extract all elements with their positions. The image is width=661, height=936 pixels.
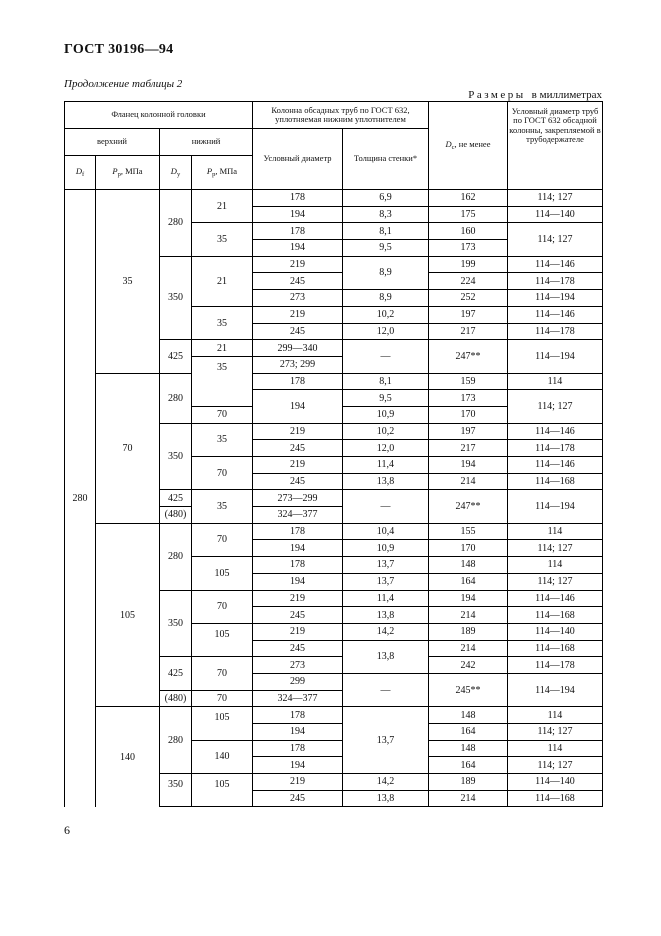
cond-diameter-cell: 219 [253, 623, 343, 640]
hanger-diameter-cell: 114; 127 [508, 757, 603, 774]
header-df: $D_f$ [65, 156, 96, 190]
dy-cell: 350 [160, 256, 192, 339]
dc-cell: 214 [429, 640, 508, 657]
cond-diameter-cell: 273—299 [253, 490, 343, 507]
hanger-diameter-cell: 114; 127 [508, 724, 603, 741]
dc-cell: 214 [429, 607, 508, 624]
wall-thickness-cell: 13,8 [343, 607, 429, 624]
page-number: 6 [64, 823, 70, 837]
cond-diameter-cell: 324—377 [253, 690, 343, 707]
dy-cell: (480) [160, 507, 192, 524]
wall-thickness-cell: 6,9 [343, 190, 429, 207]
cond-diameter-cell: 178 [253, 190, 343, 207]
cond-diameter-cell: 194 [253, 240, 343, 257]
dy-cell: 350 [160, 774, 192, 807]
wall-thickness-cell: 12,0 [343, 440, 429, 457]
hanger-diameter-cell: 114; 127 [508, 573, 603, 590]
units-label: Размеры [468, 89, 526, 101]
cond-diameter-cell: 219 [253, 256, 343, 273]
dy-cell: 350 [160, 590, 192, 657]
hanger-diameter-cell: 114—194 [508, 673, 603, 706]
cond-diameter-cell: 194 [253, 724, 343, 741]
header-conditional-diameter: Условный диаметр [253, 129, 343, 190]
hanger-diameter-cell: 114; 127 [508, 223, 603, 256]
hanger-diameter-cell: 114—178 [508, 440, 603, 457]
dimensions-table [64, 101, 603, 807]
hanger-diameter-cell: 114—140 [508, 774, 603, 791]
dc-cell: 173 [429, 390, 508, 407]
dc-cell: 189 [429, 623, 508, 640]
dy-cell: 425 [160, 490, 192, 507]
dc-cell: 194 [429, 590, 508, 607]
cond-diameter-cell: 299 [253, 673, 343, 690]
pp-upper-cell: 105 [96, 523, 160, 707]
hanger-diameter-cell: 114—178 [508, 657, 603, 674]
wall-thickness-cell: 14,2 [343, 623, 429, 640]
hanger-diameter-cell: 114—178 [508, 323, 603, 340]
header-upper: верхний [65, 129, 160, 156]
hanger-diameter-cell: 114—168 [508, 790, 603, 807]
cond-diameter-cell: 178 [253, 523, 343, 540]
cond-diameter-cell: 219 [253, 774, 343, 791]
cond-diameter-cell: 194 [253, 390, 343, 423]
cond-diameter-cell: 178 [253, 223, 343, 240]
dc-cell: 245** [429, 673, 508, 706]
wall-thickness-cell: 8,9 [343, 256, 429, 289]
table-row [65, 190, 603, 207]
cond-diameter-cell: 194 [253, 206, 343, 223]
hanger-diameter-cell: 114—146 [508, 590, 603, 607]
cond-diameter-cell: 219 [253, 423, 343, 440]
wall-thickness-cell: 13,8 [343, 640, 429, 673]
dc-cell: 214 [429, 473, 508, 490]
hanger-diameter-cell: 114—146 [508, 423, 603, 440]
pp-lower-cell: 21 [192, 256, 253, 306]
dc-cell: 242 [429, 657, 508, 674]
cond-diameter-cell: 245 [253, 607, 343, 624]
pp-lower-cell: 105 [192, 774, 253, 807]
header-hanger-diameter: Условный диаметр труб по ГОСТ 632 обсадной колонны, закрепляемой в трубодержателе [508, 102, 603, 190]
hanger-diameter-cell: 114—168 [508, 607, 603, 624]
pp-lower-cell: 35 [192, 423, 253, 456]
dc-cell: 217 [429, 323, 508, 340]
document-code: ГОСТ 30196—94 [64, 42, 174, 57]
cond-diameter-cell: 219 [253, 457, 343, 474]
dy-cell: (480) [160, 690, 192, 707]
pp-lower-cell: 35 [192, 306, 253, 339]
wall-thickness-cell: 10,4 [343, 523, 429, 540]
cond-diameter-cell: 219 [253, 306, 343, 323]
pp-lower-cell: 35 [192, 223, 253, 256]
pp-lower-cell: 35 [192, 356, 253, 406]
hanger-diameter-cell: 114 [508, 373, 603, 390]
wall-thickness-cell: — [343, 340, 429, 373]
hanger-diameter-cell: 114; 127 [508, 540, 603, 557]
dc-cell: 175 [429, 206, 508, 223]
dc-cell: 170 [429, 406, 508, 423]
wall-thickness-cell: 13,8 [343, 790, 429, 807]
dc-cell: 224 [429, 273, 508, 290]
cond-diameter-cell: 194 [253, 573, 343, 590]
pp-upper-cell: 35 [96, 190, 160, 374]
dy-cell: 280 [160, 707, 192, 774]
pp-lower-cell: 140 [192, 740, 253, 773]
wall-thickness-cell: 8,9 [343, 290, 429, 307]
dy-cell: 425 [160, 340, 192, 373]
dc-cell: 160 [429, 223, 508, 240]
hanger-diameter-cell: 114—194 [508, 340, 603, 373]
wall-thickness-cell: 8,1 [343, 223, 429, 240]
hanger-diameter-cell: 114—168 [508, 640, 603, 657]
table-row [65, 523, 603, 540]
wall-thickness-cell: 10,9 [343, 540, 429, 557]
cond-diameter-cell: 178 [253, 707, 343, 724]
cond-diameter-cell: 273; 299 [253, 356, 343, 373]
header-pp-upper: $P_p$, МПа [96, 156, 160, 190]
pp-lower-cell: 70 [192, 590, 253, 623]
pp-lower-cell: 70 [192, 690, 253, 707]
dc-cell: 170 [429, 540, 508, 557]
pp-lower-cell: 105 [192, 623, 253, 656]
header-wall-thickness: Толщина стенки* [343, 129, 429, 190]
pp-lower-cell: 21 [192, 190, 253, 223]
pp-lower-cell: 105 [192, 707, 253, 740]
wall-thickness-cell: 11,4 [343, 457, 429, 474]
hanger-diameter-cell: 114; 127 [508, 390, 603, 423]
wall-thickness-cell: 8,3 [343, 206, 429, 223]
pp-upper-cell: 70 [96, 373, 160, 523]
dy-cell: 280 [160, 523, 192, 590]
dc-cell: 197 [429, 306, 508, 323]
wall-thickness-cell: 14,2 [343, 774, 429, 791]
wall-thickness-cell: — [343, 490, 429, 523]
hanger-diameter-cell: 114—194 [508, 490, 603, 523]
hanger-diameter-cell: 114 [508, 557, 603, 574]
wall-thickness-cell: 10,9 [343, 406, 429, 423]
hanger-diameter-cell: 114 [508, 523, 603, 540]
header-flange: Фланец колонной головки [65, 102, 253, 129]
pp-lower-cell: 70 [192, 657, 253, 690]
hanger-diameter-cell: 114—146 [508, 306, 603, 323]
table-continuation-note: Продолжение таблицы 2 [64, 78, 183, 90]
pp-lower-cell: 21 [192, 340, 253, 357]
hanger-diameter-cell: 114—194 [508, 290, 603, 307]
dc-cell: 164 [429, 724, 508, 741]
hanger-diameter-cell: 114 [508, 740, 603, 757]
wall-thickness-cell: 13,7 [343, 557, 429, 574]
table-row [65, 707, 603, 724]
dc-cell: 155 [429, 523, 508, 540]
cond-diameter-cell: 245 [253, 440, 343, 457]
cond-diameter-cell: 273 [253, 657, 343, 674]
cond-diameter-cell: 178 [253, 557, 343, 574]
hanger-diameter-cell: 114—146 [508, 256, 603, 273]
wall-thickness-cell: 13,8 [343, 473, 429, 490]
cond-diameter-cell: 219 [253, 590, 343, 607]
wall-thickness-cell: 13,7 [343, 573, 429, 590]
dy-cell: 280 [160, 373, 192, 423]
hanger-diameter-cell: 114—140 [508, 623, 603, 640]
dy-cell: 280 [160, 190, 192, 257]
dc-cell: 148 [429, 707, 508, 724]
dy-cell: 350 [160, 423, 192, 490]
pp-lower-cell: 70 [192, 406, 253, 423]
header-casing: Колонна обсадных труб по ГОСТ 632, уплотняемая нижним уплотнителем [253, 102, 429, 129]
dc-cell: 197 [429, 423, 508, 440]
cond-diameter-cell: 178 [253, 373, 343, 390]
table-row [65, 373, 603, 390]
cond-diameter-cell: 324—377 [253, 507, 343, 524]
units-value: в миллиметрах [531, 89, 602, 101]
cond-diameter-cell: 194 [253, 757, 343, 774]
hanger-diameter-cell: 114—146 [508, 457, 603, 474]
cond-diameter-cell: 178 [253, 740, 343, 757]
dc-cell: 217 [429, 440, 508, 457]
df-cell: 280 [65, 190, 96, 807]
cond-diameter-cell: 299—340 [253, 340, 343, 357]
dc-cell: 247** [429, 490, 508, 523]
header-pp-lower: $P_p$, МПа [192, 156, 253, 190]
hanger-diameter-cell: 114—168 [508, 473, 603, 490]
cond-diameter-cell: 245 [253, 273, 343, 290]
header-lower: нижний [160, 129, 253, 156]
cond-diameter-cell: 245 [253, 473, 343, 490]
dc-cell: 148 [429, 740, 508, 757]
hanger-diameter-cell: 114—140 [508, 206, 603, 223]
dc-cell: 199 [429, 256, 508, 273]
wall-thickness-cell: 10,2 [343, 306, 429, 323]
hanger-diameter-cell: 114—178 [508, 273, 603, 290]
header-dy: $D_y$ [160, 156, 192, 190]
pp-lower-cell: 35 [192, 490, 253, 523]
dy-cell: 425 [160, 657, 192, 690]
cond-diameter-cell: 245 [253, 790, 343, 807]
wall-thickness-cell: 9,5 [343, 240, 429, 257]
dc-cell: 162 [429, 190, 508, 207]
dc-cell: 194 [429, 457, 508, 474]
dc-cell: 173 [429, 240, 508, 257]
dc-cell: 164 [429, 757, 508, 774]
wall-thickness-cell: 13,7 [343, 707, 429, 774]
wall-thickness-cell: 12,0 [343, 323, 429, 340]
dc-cell: 252 [429, 290, 508, 307]
wall-thickness-cell: 10,2 [343, 423, 429, 440]
dc-cell: 148 [429, 557, 508, 574]
dc-cell: 189 [429, 774, 508, 791]
header-dc: $D_c$, не менее [429, 102, 508, 190]
wall-thickness-cell: — [343, 673, 429, 706]
wall-thickness-cell: 11,4 [343, 590, 429, 607]
dc-cell: 164 [429, 573, 508, 590]
dc-cell: 247** [429, 340, 508, 373]
cond-diameter-cell: 245 [253, 640, 343, 657]
pp-lower-cell: 70 [192, 457, 253, 490]
pp-lower-cell: 70 [192, 523, 253, 556]
cond-diameter-cell: 194 [253, 540, 343, 557]
wall-thickness-cell: 8,1 [343, 373, 429, 390]
cond-diameter-cell: 273 [253, 290, 343, 307]
dc-cell: 214 [429, 790, 508, 807]
hanger-diameter-cell: 114 [508, 707, 603, 724]
units-note [468, 89, 602, 101]
dc-cell: 159 [429, 373, 508, 390]
pp-lower-cell: 105 [192, 557, 253, 590]
hanger-diameter-cell: 114; 127 [508, 190, 603, 207]
pp-upper-cell: 140 [96, 707, 160, 807]
cond-diameter-cell: 245 [253, 323, 343, 340]
wall-thickness-cell: 9,5 [343, 390, 429, 407]
